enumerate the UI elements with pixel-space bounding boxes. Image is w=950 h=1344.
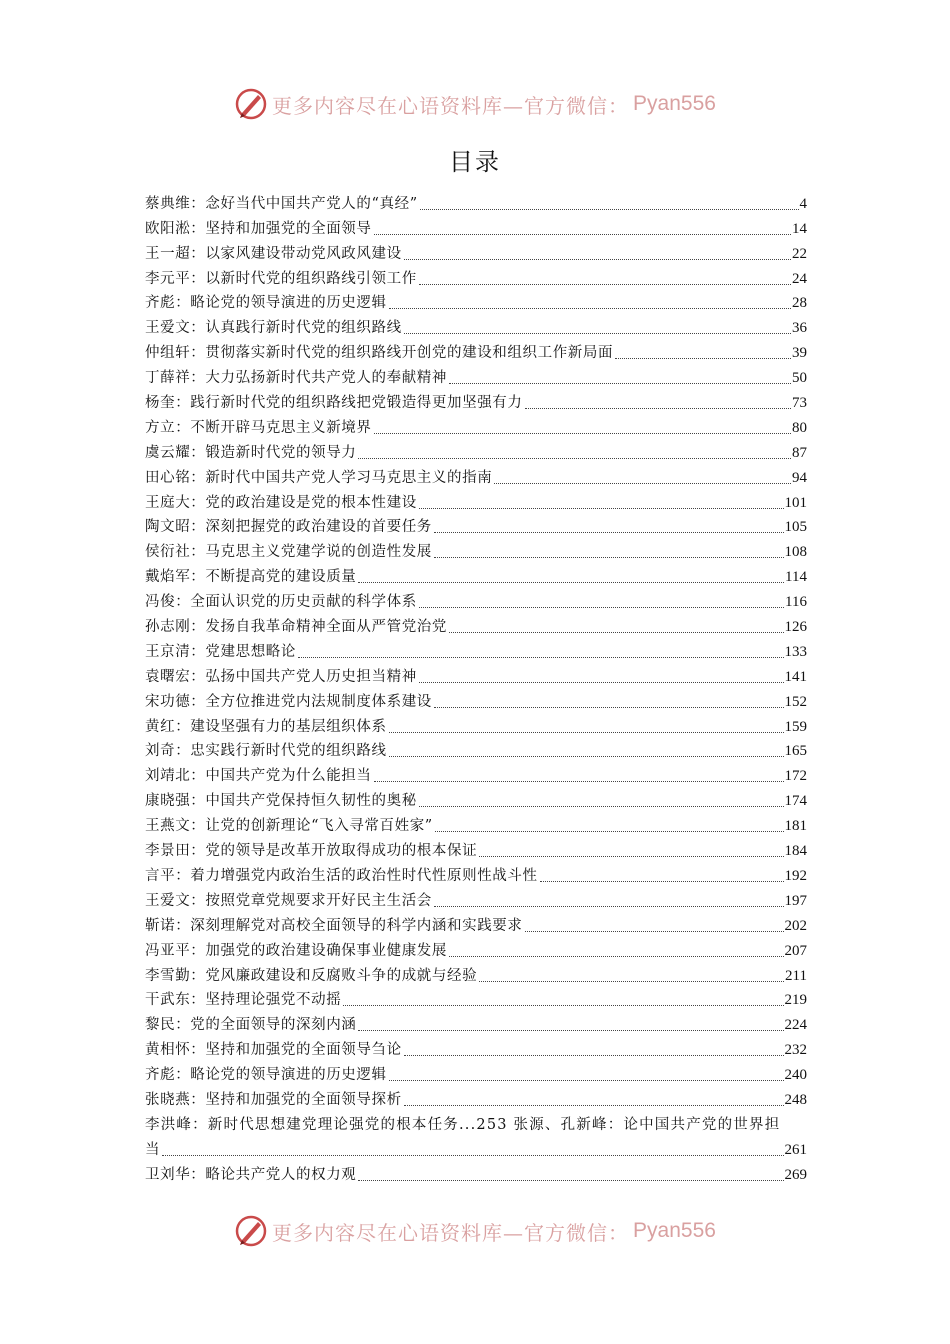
dot-leader xyxy=(525,930,784,932)
toc-entry[interactable] xyxy=(145,412,807,437)
toc-entry[interactable] xyxy=(145,835,807,860)
dot-leader xyxy=(389,731,784,733)
dot-leader xyxy=(479,855,783,857)
toc-entry[interactable] xyxy=(145,213,807,238)
toc-entry[interactable] xyxy=(145,462,807,487)
toc-entry-page: 232 xyxy=(784,1042,807,1059)
toc-entry-title: 康晓强：中国共产党保持恒久韧性的奥秘 xyxy=(145,793,417,810)
toc-entry-title: 杨奎：践行新时代党的组织路线把党锻造得更加坚强有力 xyxy=(145,395,523,412)
toc-entry-title: 陶文昭：深刻把握党的政治建设的首要任务 xyxy=(145,519,432,536)
pen-logo-icon xyxy=(234,87,268,121)
toc-entry-title: 卫刘华：略论共产党人的权力观 xyxy=(145,1166,357,1183)
toc-entry[interactable] xyxy=(145,736,807,761)
toc-entry[interactable] xyxy=(145,661,807,686)
dot-leader xyxy=(420,208,799,210)
toc-entry-title: 王爱文：认真践行新时代党的组织路线 xyxy=(145,320,402,337)
toc-entry-page: 108 xyxy=(784,544,807,561)
page-title: 目录 xyxy=(449,148,501,176)
toc-entry[interactable] xyxy=(145,1084,807,1109)
toc-entry[interactable] xyxy=(145,760,807,785)
dot-leader xyxy=(434,706,784,708)
toc-entry-title: 冯俊：全面认识党的历史贡献的科学体系 xyxy=(145,594,417,611)
watermark-banner-bottom xyxy=(0,1213,950,1249)
toc-entry-page: 50 xyxy=(792,370,807,387)
dot-leader xyxy=(389,1079,784,1081)
toc-entry[interactable] xyxy=(145,1159,807,1184)
toc-entry[interactable] xyxy=(145,885,807,910)
toc-entry-page: 269 xyxy=(784,1166,807,1183)
dot-leader xyxy=(419,681,784,683)
dot-leader xyxy=(449,382,791,384)
toc-entry-page: 219 xyxy=(784,992,807,1009)
toc-entry-title: 蔡典维：念好当代中国共产党人的“真经” xyxy=(145,195,418,212)
toc-entry-page: 248 xyxy=(784,1091,807,1108)
toc-entry-title: 戴焰军：不断提高党的建设质量 xyxy=(145,569,357,586)
toc-entry-page: 116 xyxy=(785,594,807,611)
toc-entry[interactable] xyxy=(145,860,807,885)
dot-leader xyxy=(449,955,784,957)
toc-entry[interactable] xyxy=(145,935,807,960)
dot-leader xyxy=(358,1179,783,1181)
toc-entry[interactable] xyxy=(145,536,807,561)
toc-entry-page: 87 xyxy=(792,444,807,461)
toc-entry[interactable] xyxy=(145,1009,807,1034)
toc-entry-page: 192 xyxy=(784,867,807,884)
watermark-banner-top xyxy=(0,86,950,122)
toc-entry-page: 36 xyxy=(792,320,807,337)
toc-entry[interactable] xyxy=(145,1134,807,1159)
toc-entry-title: 齐彪：略论党的领导演进的历史逻辑 xyxy=(145,295,387,312)
toc-entry-page: 174 xyxy=(784,793,807,810)
toc-entry[interactable] xyxy=(145,487,807,512)
toc-entry[interactable] xyxy=(145,1059,807,1084)
toc-entry-title: 欧阳淞：坚持和加强党的全面领导 xyxy=(145,220,372,237)
toc-entry[interactable] xyxy=(145,1034,807,1059)
dot-leader xyxy=(419,283,791,285)
toc-entry-page: 172 xyxy=(784,768,807,785)
dot-leader xyxy=(419,805,784,807)
toc-entry-page: 14 xyxy=(792,220,807,237)
toc-entry-title: 丁薛祥：大力弘扬新时代共产党人的奉献精神 xyxy=(145,370,447,387)
toc-entry[interactable] xyxy=(145,910,807,935)
dot-leader xyxy=(358,1029,783,1031)
toc-entry[interactable] xyxy=(145,512,807,537)
toc-entry[interactable] xyxy=(145,686,807,711)
toc-entry-title: 李洪峰：新时代思想建党理论强党的根本任务...253 张源、孔新峰：论中国共产党的世界担 xyxy=(145,1116,781,1133)
toc-entry-title: 刘奇：忠实践行新时代党的组织路线 xyxy=(145,743,387,760)
toc-entry[interactable] xyxy=(145,437,807,462)
toc-entry-title: 方立：不断开辟马克思主义新境界 xyxy=(145,419,372,436)
toc-entry-page: 165 xyxy=(784,743,807,760)
toc-entry-page: 80 xyxy=(792,419,807,436)
banner-wechat-id: Pyan556 xyxy=(633,92,716,115)
toc-entry-page: 224 xyxy=(784,1017,807,1034)
toc-entry-page: 184 xyxy=(784,843,807,860)
dot-leader xyxy=(449,631,784,633)
toc-entry-title: 当 xyxy=(145,1141,161,1158)
toc-entry[interactable] xyxy=(145,711,807,736)
toc-entry[interactable] xyxy=(145,985,807,1010)
toc-entry-title: 宋功德：全方位推进党内法规制度体系建设 xyxy=(145,693,432,710)
toc-entry-page: 240 xyxy=(784,1067,807,1084)
toc-entry-wrapped-line[interactable] xyxy=(145,1109,807,1134)
toc-entry-page: 4 xyxy=(799,195,807,212)
toc-entry[interactable] xyxy=(145,387,807,412)
toc-entry-title: 言平：着力增强党内政治生活的政治性时代性原则性战斗性 xyxy=(145,867,538,884)
toc-entry[interactable] xyxy=(145,611,807,636)
toc-entry[interactable] xyxy=(145,810,807,835)
banner-text: 更多内容尽在心语资料库—官方微信： xyxy=(272,93,630,118)
toc-entry-page: 197 xyxy=(784,892,807,909)
toc-entry-page: 181 xyxy=(784,818,807,835)
toc-entry-title: 黎民：党的全面领导的深刻内涵 xyxy=(145,1017,357,1034)
dot-leader xyxy=(404,1104,784,1106)
toc-entry-page: 73 xyxy=(792,395,807,412)
dot-leader xyxy=(404,1054,784,1056)
dot-leader xyxy=(419,606,784,608)
dot-leader xyxy=(615,357,791,359)
toc-entry[interactable] xyxy=(145,586,807,611)
toc-entry[interactable] xyxy=(145,960,807,985)
dot-leader xyxy=(374,233,792,235)
toc-entry[interactable] xyxy=(145,188,807,213)
banner-wechat-id: Pyan556 xyxy=(633,1219,716,1242)
toc-entry-title: 仲组轩：贯彻落实新时代党的组织路线开创党的建设和组织工作新局面 xyxy=(145,345,614,362)
toc-entry[interactable] xyxy=(145,561,807,586)
toc-entry-title: 黄相怀：坚持和加强党的全面领导刍论 xyxy=(145,1042,402,1059)
toc-entry-title: 干武东：坚持理论强党不动摇 xyxy=(145,992,342,1009)
pen-logo-icon xyxy=(234,1214,268,1248)
dot-leader xyxy=(298,656,784,658)
toc-entry-title: 李雪勤：党风廉政建设和反腐败斗争的成就与经验 xyxy=(145,967,478,984)
dot-leader xyxy=(419,507,784,509)
dot-leader xyxy=(540,880,784,882)
toc-entry-title: 黄红：建设坚强有力的基层组织体系 xyxy=(145,718,387,735)
toc-entry-page: 133 xyxy=(784,643,807,660)
dot-leader xyxy=(374,432,792,434)
dot-leader xyxy=(494,482,791,484)
dot-leader xyxy=(404,332,791,334)
banner-text: 更多内容尽在心语资料库—官方微信： xyxy=(272,1220,630,1245)
dot-leader xyxy=(434,905,784,907)
dot-leader xyxy=(434,531,784,533)
toc-entry-title: 王爱文：按照党章党规要求开好民主生活会 xyxy=(145,892,432,909)
dot-leader xyxy=(434,556,784,558)
toc-entry-page: 211 xyxy=(785,967,807,984)
toc-entry-title: 靳诺：深刻理解党对高校全面领导的科学内涵和实践要求 xyxy=(145,917,523,934)
toc-entry-title: 李景田：党的领导是改革开放取得成功的根本保证 xyxy=(145,843,478,860)
toc-entry[interactable] xyxy=(145,636,807,661)
toc-entry[interactable] xyxy=(145,288,807,313)
toc-entry-title: 王庭大：党的政治建设是党的根本性建设 xyxy=(145,494,417,511)
toc-entry-title: 田心铭：新时代中国共产党人学习马克思主义的指南 xyxy=(145,469,493,486)
toc-entry-title: 张晓燕：坚持和加强党的全面领导探析 xyxy=(145,1091,402,1108)
dot-leader xyxy=(435,830,784,832)
toc-entry-page: 261 xyxy=(784,1141,807,1158)
dot-leader xyxy=(374,780,784,782)
dot-leader xyxy=(525,407,792,409)
dot-leader xyxy=(358,581,784,583)
toc-entry-title: 李元平：以新时代党的组织路线引领工作 xyxy=(145,270,417,287)
toc-entry[interactable] xyxy=(145,263,807,288)
toc-entry[interactable] xyxy=(145,785,807,810)
toc-entry[interactable] xyxy=(145,337,807,362)
dot-leader xyxy=(162,1154,783,1156)
dot-leader xyxy=(404,258,791,260)
toc-entry-page: 114 xyxy=(785,569,807,586)
toc-entry-page: 141 xyxy=(784,668,807,685)
table-of-contents xyxy=(145,188,807,1184)
toc-entry-page: 105 xyxy=(784,519,807,536)
toc-entry-page: 126 xyxy=(784,619,807,636)
toc-entry-page: 159 xyxy=(784,718,807,735)
toc-entry-page: 24 xyxy=(792,270,807,287)
toc-entry-title: 袁曙宏：弘扬中国共产党人历史担当精神 xyxy=(145,668,417,685)
toc-entry-title: 冯亚平：加强党的政治建设确保事业健康发展 xyxy=(145,942,447,959)
dot-leader xyxy=(358,457,791,459)
toc-entry-title: 孙志刚：发扬自我革命精神全面从严管党治党 xyxy=(145,619,447,636)
toc-entry-page: 202 xyxy=(784,917,807,934)
toc-entry-page: 101 xyxy=(784,494,807,511)
dot-leader xyxy=(343,1004,783,1006)
toc-entry-title: 王燕文：让党的创新理论“飞入寻常百姓家” xyxy=(145,818,433,835)
dot-leader xyxy=(479,980,784,982)
toc-entry-page: 207 xyxy=(784,942,807,959)
toc-entry-title: 齐彪：略论党的领导演进的历史逻辑 xyxy=(145,1067,387,1084)
toc-entry-title: 王一超：以家风建设带动党风政风建设 xyxy=(145,245,402,262)
toc-entry-title: 侯衍社：马克思主义党建学说的创造性发展 xyxy=(145,544,432,561)
toc-entry-title: 虞云耀：锻造新时代党的领导力 xyxy=(145,444,357,461)
dot-leader xyxy=(389,307,791,309)
toc-entry-page: 94 xyxy=(792,469,807,486)
toc-entry-page: 39 xyxy=(792,345,807,362)
dot-leader xyxy=(389,755,784,757)
toc-entry-page: 152 xyxy=(784,693,807,710)
toc-entry-title: 刘靖北：中国共产党为什么能担当 xyxy=(145,768,372,785)
toc-entry-title: 王京清：党建思想略论 xyxy=(145,643,296,660)
toc-entry-page: 28 xyxy=(792,295,807,312)
toc-entry-page: 22 xyxy=(792,245,807,262)
toc-entry[interactable] xyxy=(145,312,807,337)
toc-entry[interactable] xyxy=(145,238,807,263)
toc-entry[interactable] xyxy=(145,362,807,387)
